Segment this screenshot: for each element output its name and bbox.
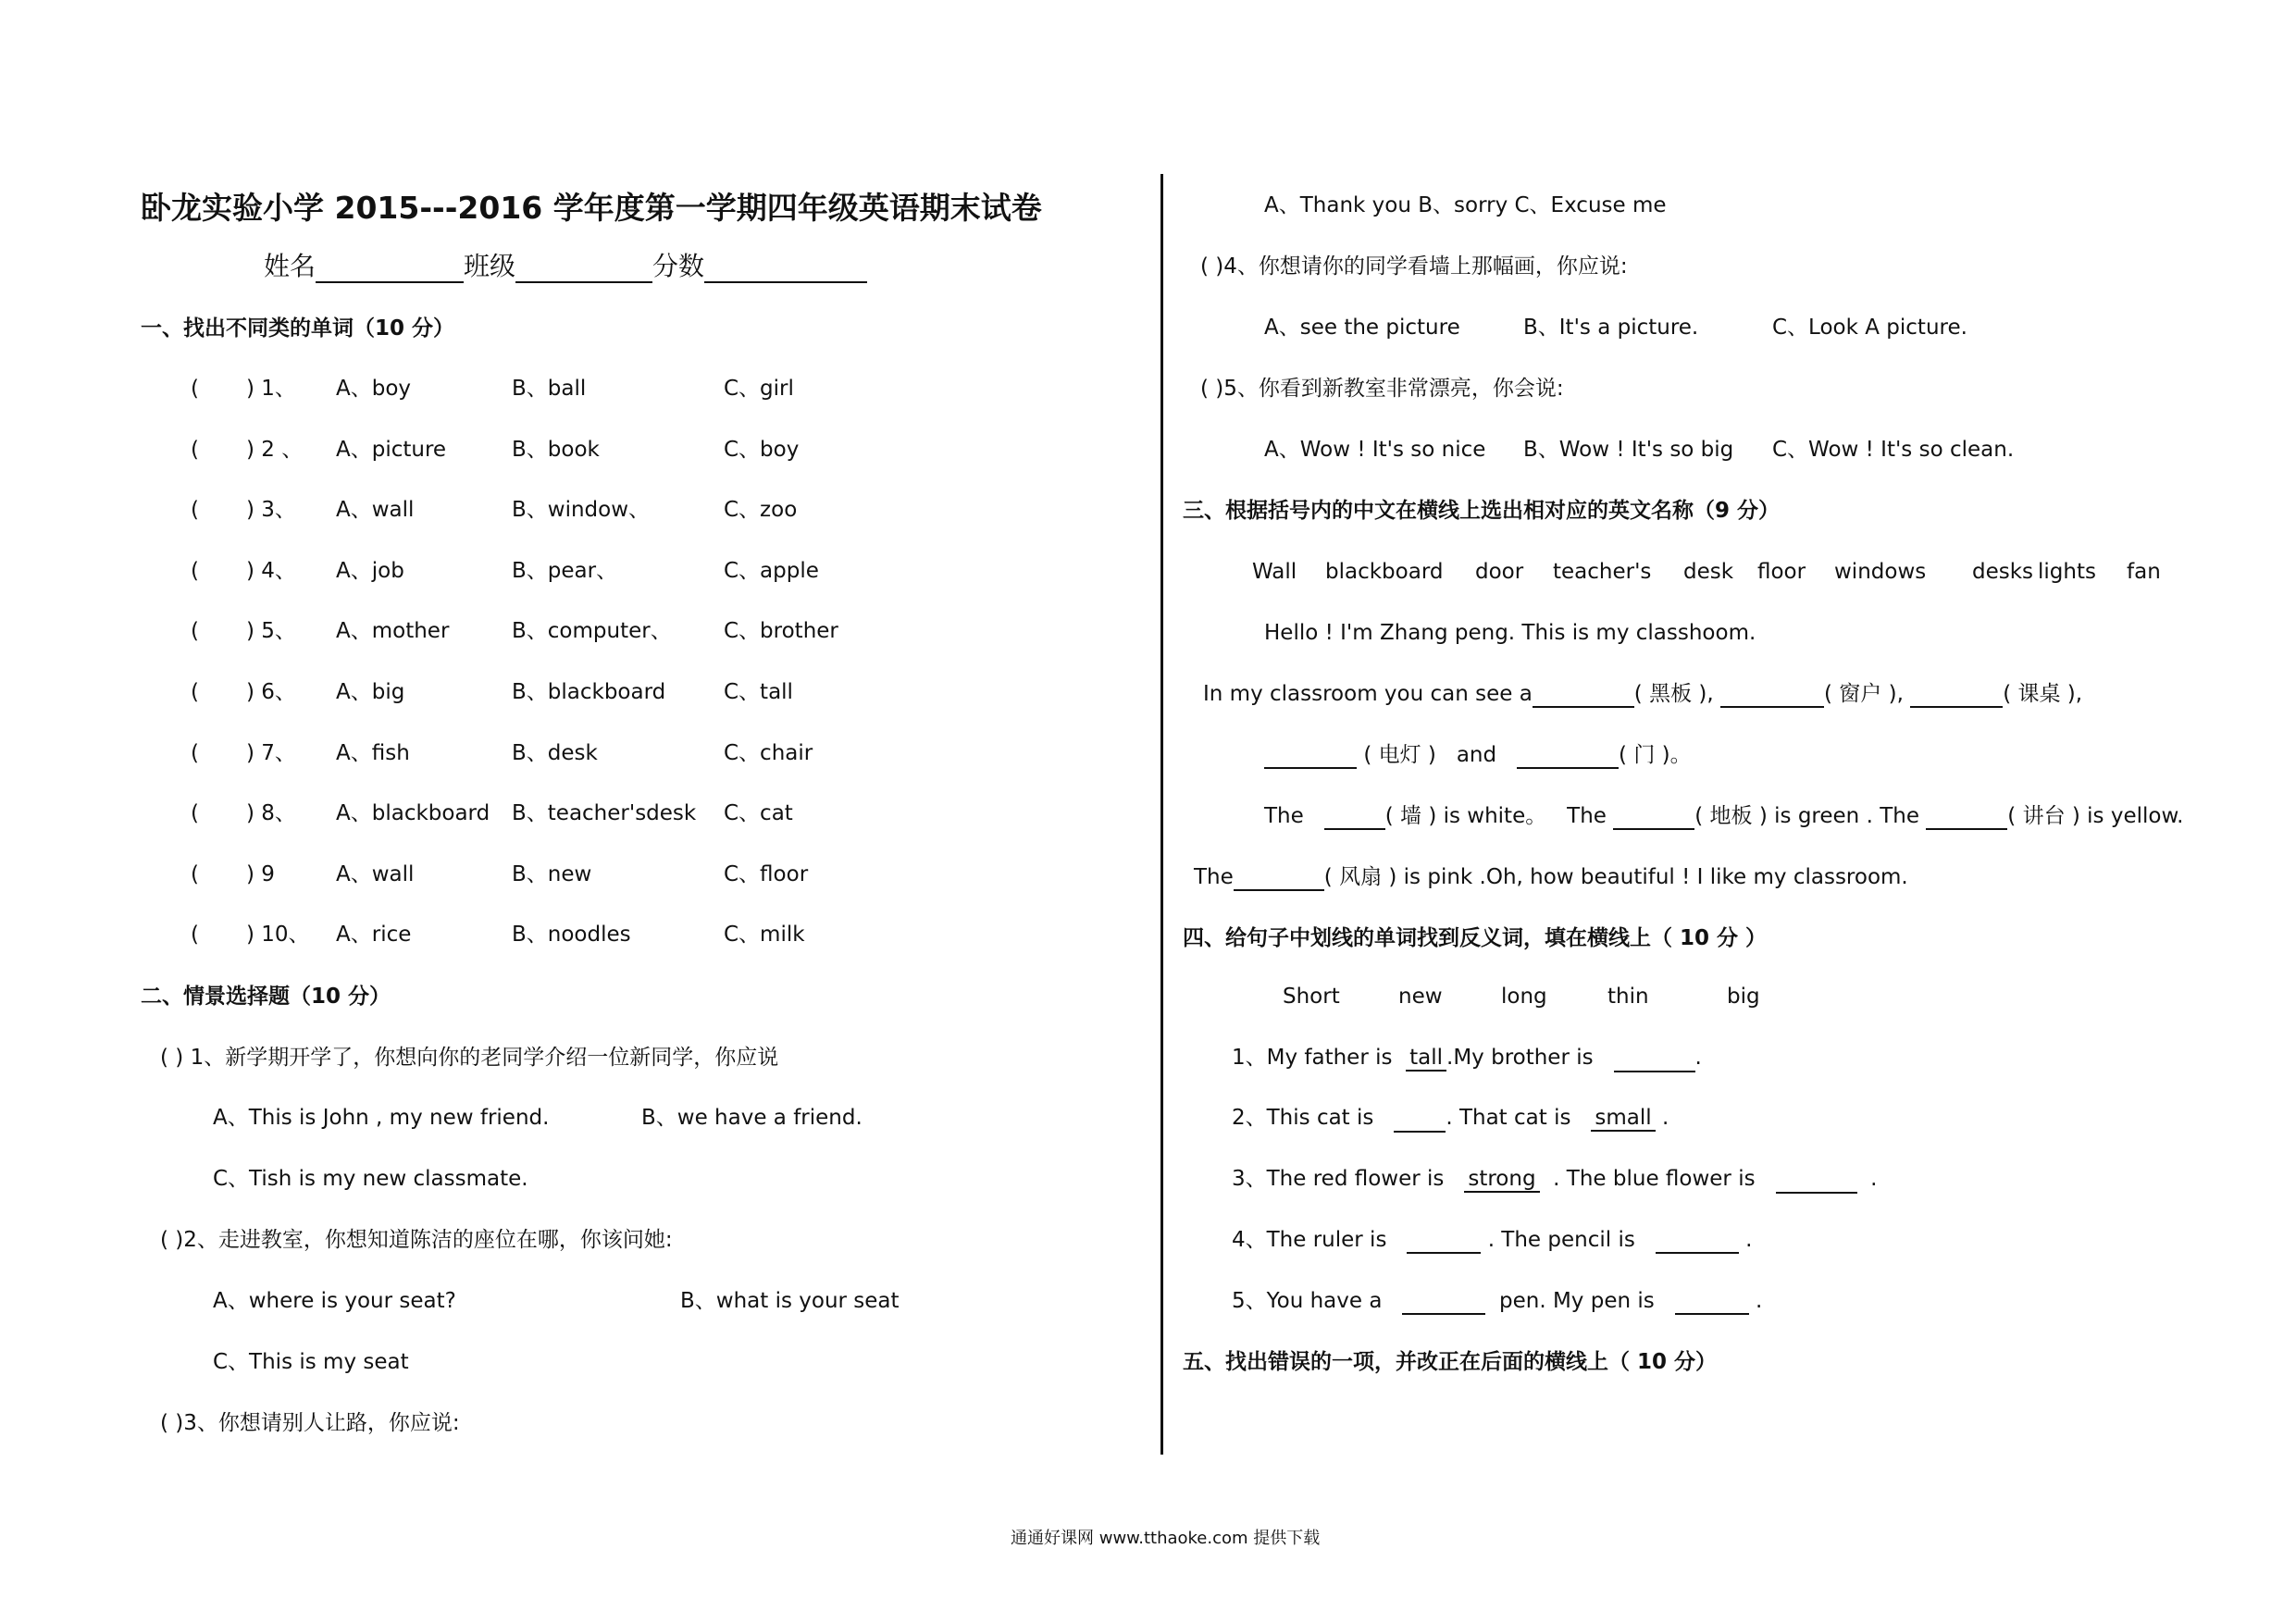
answer-slot[interactable]: ( bbox=[191, 923, 199, 948]
blank-blackboard[interactable] bbox=[1533, 682, 1634, 708]
q2-1-option-a: A、This is John , my new friend. bbox=[213, 1106, 550, 1130]
option-c: C、cat bbox=[724, 801, 793, 826]
sentence-text: . bbox=[1661, 1106, 1669, 1130]
option-b: B、window、 bbox=[512, 498, 651, 523]
antonym-word-bank-item: Short bbox=[1283, 985, 1340, 1009]
option-c: C、zoo bbox=[724, 498, 798, 523]
hint-fan: ( 风扇 ) is pink .Oh, how beautiful ! I like my classroom. bbox=[1323, 865, 1908, 889]
q2-3-options: A、Thank you B、sorry C、Excuse me bbox=[1264, 193, 1667, 217]
q2-5-prompt: ( )5、你看到新教室非常漂亮，你会说: bbox=[1200, 377, 1564, 401]
column-divider bbox=[1160, 174, 1163, 1455]
hint-lights: ( 电灯 ) bbox=[1363, 743, 1436, 767]
q2-4-option-c: C、Look A picture. bbox=[1772, 316, 1967, 340]
option-b: B、new bbox=[512, 861, 592, 886]
sentence-text: . bbox=[1870, 1167, 1878, 1191]
q2-1-prompt: ( ) 1、新学期开学了，你想向你的老同学介绍一位新同学，你应说 bbox=[160, 1046, 779, 1070]
q2-5-option-a: A、Wow ! It's so nice bbox=[1264, 438, 1486, 462]
blank-lights[interactable] bbox=[1264, 743, 1357, 769]
sentence-text: 3、The red flower is bbox=[1232, 1167, 1445, 1191]
option-b: B、desk bbox=[512, 740, 598, 765]
word-bank-item: desks bbox=[1972, 560, 2034, 584]
passage-text: In my classroom you can see a bbox=[1203, 682, 1533, 706]
question-number: ) 2 、 bbox=[246, 437, 304, 462]
passage-text: The bbox=[1264, 804, 1304, 828]
word-bank-item: windows bbox=[1834, 560, 1927, 584]
option-a: A、job bbox=[336, 558, 404, 583]
sentence-text: . The blue flower is bbox=[1553, 1167, 1756, 1191]
question-number: ) 3、 bbox=[246, 498, 296, 523]
antonym-sentence-3 bbox=[1232, 1165, 1877, 1194]
option-a: A、wall bbox=[336, 861, 415, 886]
word-bank-item: door bbox=[1475, 560, 1524, 584]
option-a: A、boy bbox=[336, 377, 412, 401]
hint-desks: ( 课桌 ), bbox=[2003, 682, 2083, 706]
sentence-text: . bbox=[1745, 1228, 1753, 1252]
option-c: C、chair bbox=[724, 740, 813, 765]
option-a: A、picture bbox=[336, 437, 447, 462]
answer-slot[interactable]: ( bbox=[191, 680, 199, 704]
section-3-heading: 三、根据括号内的中文在横线上选出相对应的英文名称（9 分） bbox=[1183, 499, 1781, 523]
blank-wall[interactable] bbox=[1324, 804, 1385, 830]
answer-blank-1[interactable] bbox=[1614, 1047, 1695, 1072]
underlined-word: tall bbox=[1406, 1046, 1446, 1072]
option-b: B、noodles bbox=[512, 923, 631, 948]
question-number: ) 7、 bbox=[246, 740, 296, 765]
word-bank-item: floor bbox=[1757, 560, 1806, 584]
word-bank-item: Wall bbox=[1252, 560, 1297, 584]
antonym-word-bank-item: thin bbox=[1607, 985, 1649, 1009]
section-4-heading: 四、给句子中划线的单词找到反义词，填在横线上（ 10 分 ） bbox=[1183, 926, 1768, 950]
word-bank-item: teacher's bbox=[1553, 560, 1652, 584]
blank-floor[interactable] bbox=[1613, 804, 1694, 830]
sentence-text: . The pencil is bbox=[1487, 1228, 1635, 1252]
q2-1-option-c: C、Tish is my new classmate. bbox=[213, 1167, 528, 1191]
passage-line-2 bbox=[1203, 680, 2082, 708]
underlined-word: strong bbox=[1464, 1167, 1539, 1193]
antonym-sentence-4 bbox=[1232, 1226, 1752, 1254]
antonym-word-bank-item: big bbox=[1727, 985, 1760, 1009]
answer-slot[interactable]: ( bbox=[191, 801, 199, 826]
answer-blank-2[interactable] bbox=[1394, 1107, 1446, 1133]
blank-door[interactable] bbox=[1517, 743, 1619, 769]
antonym-word-bank-item: new bbox=[1398, 985, 1443, 1009]
option-a: A、fish bbox=[336, 740, 410, 765]
sentence-text: 5、You have a bbox=[1232, 1289, 1383, 1313]
score-label: 分数 bbox=[652, 251, 705, 281]
passage-text: The bbox=[1567, 804, 1607, 828]
antonym-sentence-1 bbox=[1232, 1044, 1702, 1072]
question-number: ) 8、 bbox=[246, 801, 296, 826]
blank-teachers-desk[interactable] bbox=[1926, 804, 2007, 830]
answer-blank-4[interactable] bbox=[1407, 1228, 1481, 1254]
word-bank-item: blackboard bbox=[1325, 560, 1444, 584]
question-number: ) 1、 bbox=[246, 377, 296, 401]
passage-text: The bbox=[1194, 865, 1234, 889]
blank-desks[interactable] bbox=[1910, 682, 2003, 708]
word-bank-item: desk bbox=[1683, 560, 1734, 584]
answer-slot[interactable]: ( bbox=[191, 861, 199, 886]
option-c: C、boy bbox=[724, 437, 800, 462]
option-b: B、ball bbox=[512, 377, 587, 401]
q2-2-option-c: C、This is my seat bbox=[213, 1350, 409, 1374]
question-number: ) 5、 bbox=[246, 619, 296, 644]
sentence-text: .My brother is bbox=[1446, 1046, 1594, 1070]
option-c: C、brother bbox=[724, 619, 838, 644]
q2-3-prompt: ( )3、你想请别人让路，你应说: bbox=[160, 1411, 460, 1435]
sentence-text: . bbox=[1694, 1046, 1702, 1070]
answer-slot[interactable]: ( bbox=[191, 377, 199, 401]
q2-2-option-a: A、where is your seat? bbox=[213, 1289, 456, 1313]
hint-floor: ( 地板 ) is green . The bbox=[1694, 804, 1919, 828]
footer-watermark: 通通好课网 www.tthaoke.com 提供下载 bbox=[1011, 1529, 1321, 1548]
sentence-text: pen. My pen is bbox=[1499, 1289, 1655, 1313]
q2-4-option-b: B、It's a picture. bbox=[1523, 316, 1699, 340]
name-label: 姓名 bbox=[264, 251, 316, 281]
answer-slot[interactable]: ( bbox=[191, 619, 199, 644]
option-c: C、milk bbox=[724, 923, 805, 948]
hint-door: ( 门 )。 bbox=[1619, 743, 1692, 767]
question-number: ) 6、 bbox=[246, 680, 296, 704]
answer-slot[interactable]: ( bbox=[191, 558, 199, 583]
q2-4-prompt: ( )4、你想请你的同学看墙上那幅画，你应说: bbox=[1200, 254, 1628, 279]
underlined-word: small bbox=[1591, 1106, 1655, 1132]
passage-text: and bbox=[1456, 743, 1497, 767]
hint-blackboard: ( 黑板 ), bbox=[1633, 682, 1714, 706]
sentence-text: 2、This cat is bbox=[1232, 1106, 1374, 1130]
passage-line-1: Hello ! I'm Zhang peng. This is my classhoom. bbox=[1264, 621, 1756, 645]
sentence-text: 1、My father is bbox=[1232, 1046, 1393, 1070]
class-field[interactable] bbox=[515, 257, 652, 283]
option-a: A、mother bbox=[336, 619, 450, 644]
passage-line-5 bbox=[1194, 863, 1908, 891]
passage-line-3 bbox=[1264, 741, 1692, 769]
option-b: B、teacher'sdesk bbox=[512, 801, 697, 826]
score-field[interactable] bbox=[704, 257, 867, 283]
question-number: ) 10、 bbox=[246, 923, 310, 948]
answer-blank-3[interactable] bbox=[1776, 1168, 1857, 1194]
section-1-heading: 一、找出不同类的单词（10 分） bbox=[141, 316, 455, 341]
answer-slot[interactable]: ( bbox=[191, 740, 199, 765]
option-c: C、apple bbox=[724, 558, 819, 583]
antonym-sentence-2 bbox=[1232, 1104, 1669, 1133]
blank-fan[interactable] bbox=[1234, 865, 1324, 891]
answer-blank-5[interactable] bbox=[1656, 1228, 1739, 1254]
student-info-line bbox=[264, 250, 867, 283]
option-b: B、pear、 bbox=[512, 558, 618, 583]
option-c: C、girl bbox=[724, 377, 794, 401]
option-c: C、tall bbox=[724, 680, 793, 704]
antonym-sentence-5 bbox=[1232, 1287, 1762, 1315]
option-a: A、wall bbox=[336, 498, 415, 523]
option-b: B、computer、 bbox=[512, 619, 672, 644]
word-bank-item: fan bbox=[2127, 560, 2161, 584]
page-title: 卧龙实验小学 2015---2016 学年度第一学期四年级英语期末试卷 bbox=[141, 190, 1042, 226]
q2-5-option-b: B、Wow ! It's so big bbox=[1523, 438, 1734, 462]
blank-windows[interactable] bbox=[1720, 682, 1824, 708]
answer-blank-7[interactable] bbox=[1675, 1289, 1749, 1315]
option-c: C、floor bbox=[724, 861, 809, 886]
question-number: ) 4、 bbox=[246, 558, 296, 583]
sentence-text: . bbox=[1755, 1289, 1763, 1313]
option-b: B、blackboard bbox=[512, 680, 666, 704]
option-b: B、book bbox=[512, 437, 600, 462]
name-field[interactable] bbox=[316, 257, 464, 283]
section-2-heading: 二、情景选择题（10 分） bbox=[141, 985, 391, 1009]
answer-slot[interactable]: ( bbox=[191, 498, 199, 523]
answer-slot[interactable]: ( bbox=[191, 437, 199, 462]
passage-line-4 bbox=[1264, 802, 2183, 830]
option-a: A、blackboard bbox=[336, 801, 490, 826]
hint-wall: ( 墙 ) is white。 bbox=[1384, 804, 1547, 828]
hint-teachers-desk: ( 讲台 ) is yellow. bbox=[2007, 804, 2184, 828]
word-bank-item: lights bbox=[2038, 560, 2096, 584]
antonym-word-bank-item: long bbox=[1501, 985, 1547, 1009]
hint-windows: ( 窗户 ), bbox=[1824, 682, 1904, 706]
q2-1-option-b: B、we have a friend. bbox=[641, 1106, 863, 1130]
q2-2-option-b: B、what is your seat bbox=[680, 1289, 900, 1313]
option-a: A、rice bbox=[336, 923, 412, 948]
section-5-heading: 五、找出错误的一项，并改正在后面的横线上（ 10 分） bbox=[1183, 1350, 1718, 1374]
q2-4-option-a: A、see the picture bbox=[1264, 316, 1460, 340]
answer-blank-6[interactable] bbox=[1402, 1289, 1485, 1315]
q2-5-option-c: C、Wow ! It's so clean. bbox=[1772, 438, 2015, 462]
sentence-text: . That cat is bbox=[1446, 1106, 1571, 1130]
sentence-text: 4、The ruler is bbox=[1232, 1228, 1387, 1252]
option-a: A、big bbox=[336, 680, 405, 704]
class-label: 班级 bbox=[464, 251, 516, 281]
q2-2-prompt: ( )2、走进教室，你想知道陈洁的座位在哪，你该问她: bbox=[160, 1228, 673, 1252]
question-number: ) 9 bbox=[246, 861, 275, 886]
